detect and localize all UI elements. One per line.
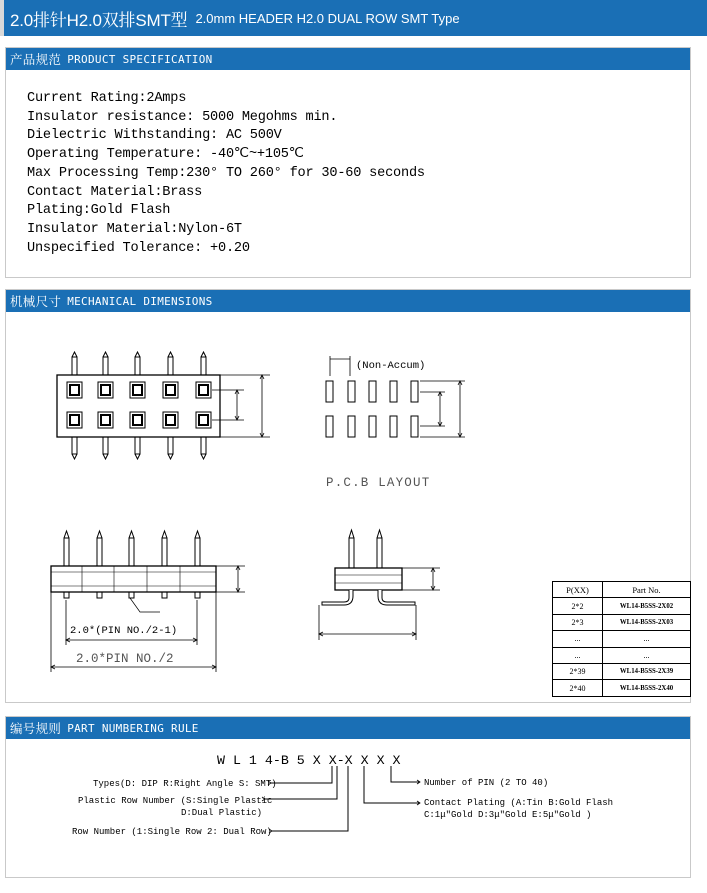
pcb-layout-label: P.C.B LAYOUT bbox=[326, 476, 431, 490]
pin-total-label: 2.0*PIN NO./2 bbox=[76, 652, 174, 666]
table-cell: ... bbox=[553, 631, 603, 647]
spec-title-en: PRODUCT SPECIFICATION bbox=[67, 52, 213, 66]
table-header-cell: P(XX) bbox=[553, 582, 603, 598]
table-row bbox=[553, 647, 691, 663]
plating-note-2: C:1μ″Gold D:3μ″Gold E:5μ″Gold ) bbox=[424, 810, 592, 820]
plastic-row-note-2: D:Dual Plastic) bbox=[181, 808, 263, 818]
plastic-row-note-1: Plastic Row Number (S:Single Plastic bbox=[78, 796, 273, 806]
spec-item: Plating:Gold Flash bbox=[27, 203, 171, 219]
mechanical-title-cn: 机械尺寸 bbox=[10, 294, 62, 309]
spec-title-cn: 产品规范 bbox=[10, 52, 62, 67]
spec-item: Operating Temperature: -40℃~+105℃ bbox=[27, 147, 304, 163]
table-cell: ... bbox=[603, 631, 691, 647]
table-row bbox=[553, 680, 691, 696]
part-numbering-title-en: PART NUMBERING RULE bbox=[67, 721, 199, 735]
table-header-row bbox=[553, 582, 691, 598]
spec-item: Current Rating:2Amps bbox=[27, 91, 187, 106]
mechanical-title-en: MECHANICAL DIMENSIONS bbox=[67, 294, 213, 308]
table-header-cell: Part No. bbox=[603, 582, 691, 598]
side-view bbox=[51, 531, 245, 672]
pin-minus-one-label: 2.0*(PIN NO./2-1) bbox=[70, 625, 178, 637]
non-accum-label: (Non-Accum) bbox=[356, 360, 426, 372]
spec-item: Insulator resistance: 5000 Megohms min. bbox=[27, 109, 338, 125]
part-numbering-title-cn: 编号规则 bbox=[10, 721, 62, 736]
spec-item: Contact Material:Brass bbox=[27, 184, 203, 200]
table-cell: WL14-B5SS-2X03 bbox=[603, 614, 691, 630]
page-title-cn: 2.0排针H2.0双排SMT型 bbox=[10, 10, 188, 30]
table-row bbox=[553, 614, 691, 630]
table-cell: ... bbox=[603, 647, 691, 663]
plating-note-1: Contact Plating (A:Tin B:Gold Flash bbox=[424, 798, 614, 808]
table-cell: ... bbox=[553, 647, 603, 663]
table-cell: 2*39 bbox=[553, 663, 603, 679]
spec-item: Dielectric Withstanding: AC 500V bbox=[27, 128, 282, 144]
table-cell: WL14-B5SS-2X39 bbox=[603, 663, 691, 679]
table-row bbox=[553, 598, 691, 614]
types-note: Types(D: DIP R:Right Angle S: SMT) bbox=[93, 779, 277, 789]
spec-item: Unspecified Tolerance: +0.20 bbox=[27, 240, 250, 256]
pin-number-note: Number of PIN (2 TO 40) bbox=[424, 778, 549, 788]
table-row bbox=[553, 663, 691, 679]
table-cell: WL14-B5SS-2X40 bbox=[603, 680, 691, 696]
part-code: W L 1 4-B 5 X X-X X X X bbox=[217, 753, 401, 768]
row-number-note: Row Number (1:Single Row 2: Dual Row) bbox=[72, 827, 272, 837]
part-number-table bbox=[552, 581, 691, 697]
spec-item: Max Processing Temp:230° TO 260° for 30-60 seconds bbox=[27, 165, 425, 181]
page-title-en: 2.0mm HEADER H2.0 DUAL ROW SMT Type bbox=[195, 10, 460, 26]
spec-item: Insulator Material:Nylon-6T bbox=[27, 221, 242, 237]
table-cell: 2*3 bbox=[553, 614, 603, 630]
part-number-callouts bbox=[262, 766, 420, 833]
table-cell: WL14-B5SS-2X02 bbox=[603, 598, 691, 614]
table-cell: 2*40 bbox=[553, 680, 603, 696]
end-view bbox=[319, 530, 440, 640]
table-row bbox=[553, 631, 691, 647]
table-cell: 2*2 bbox=[553, 598, 603, 614]
top-view bbox=[57, 352, 270, 459]
